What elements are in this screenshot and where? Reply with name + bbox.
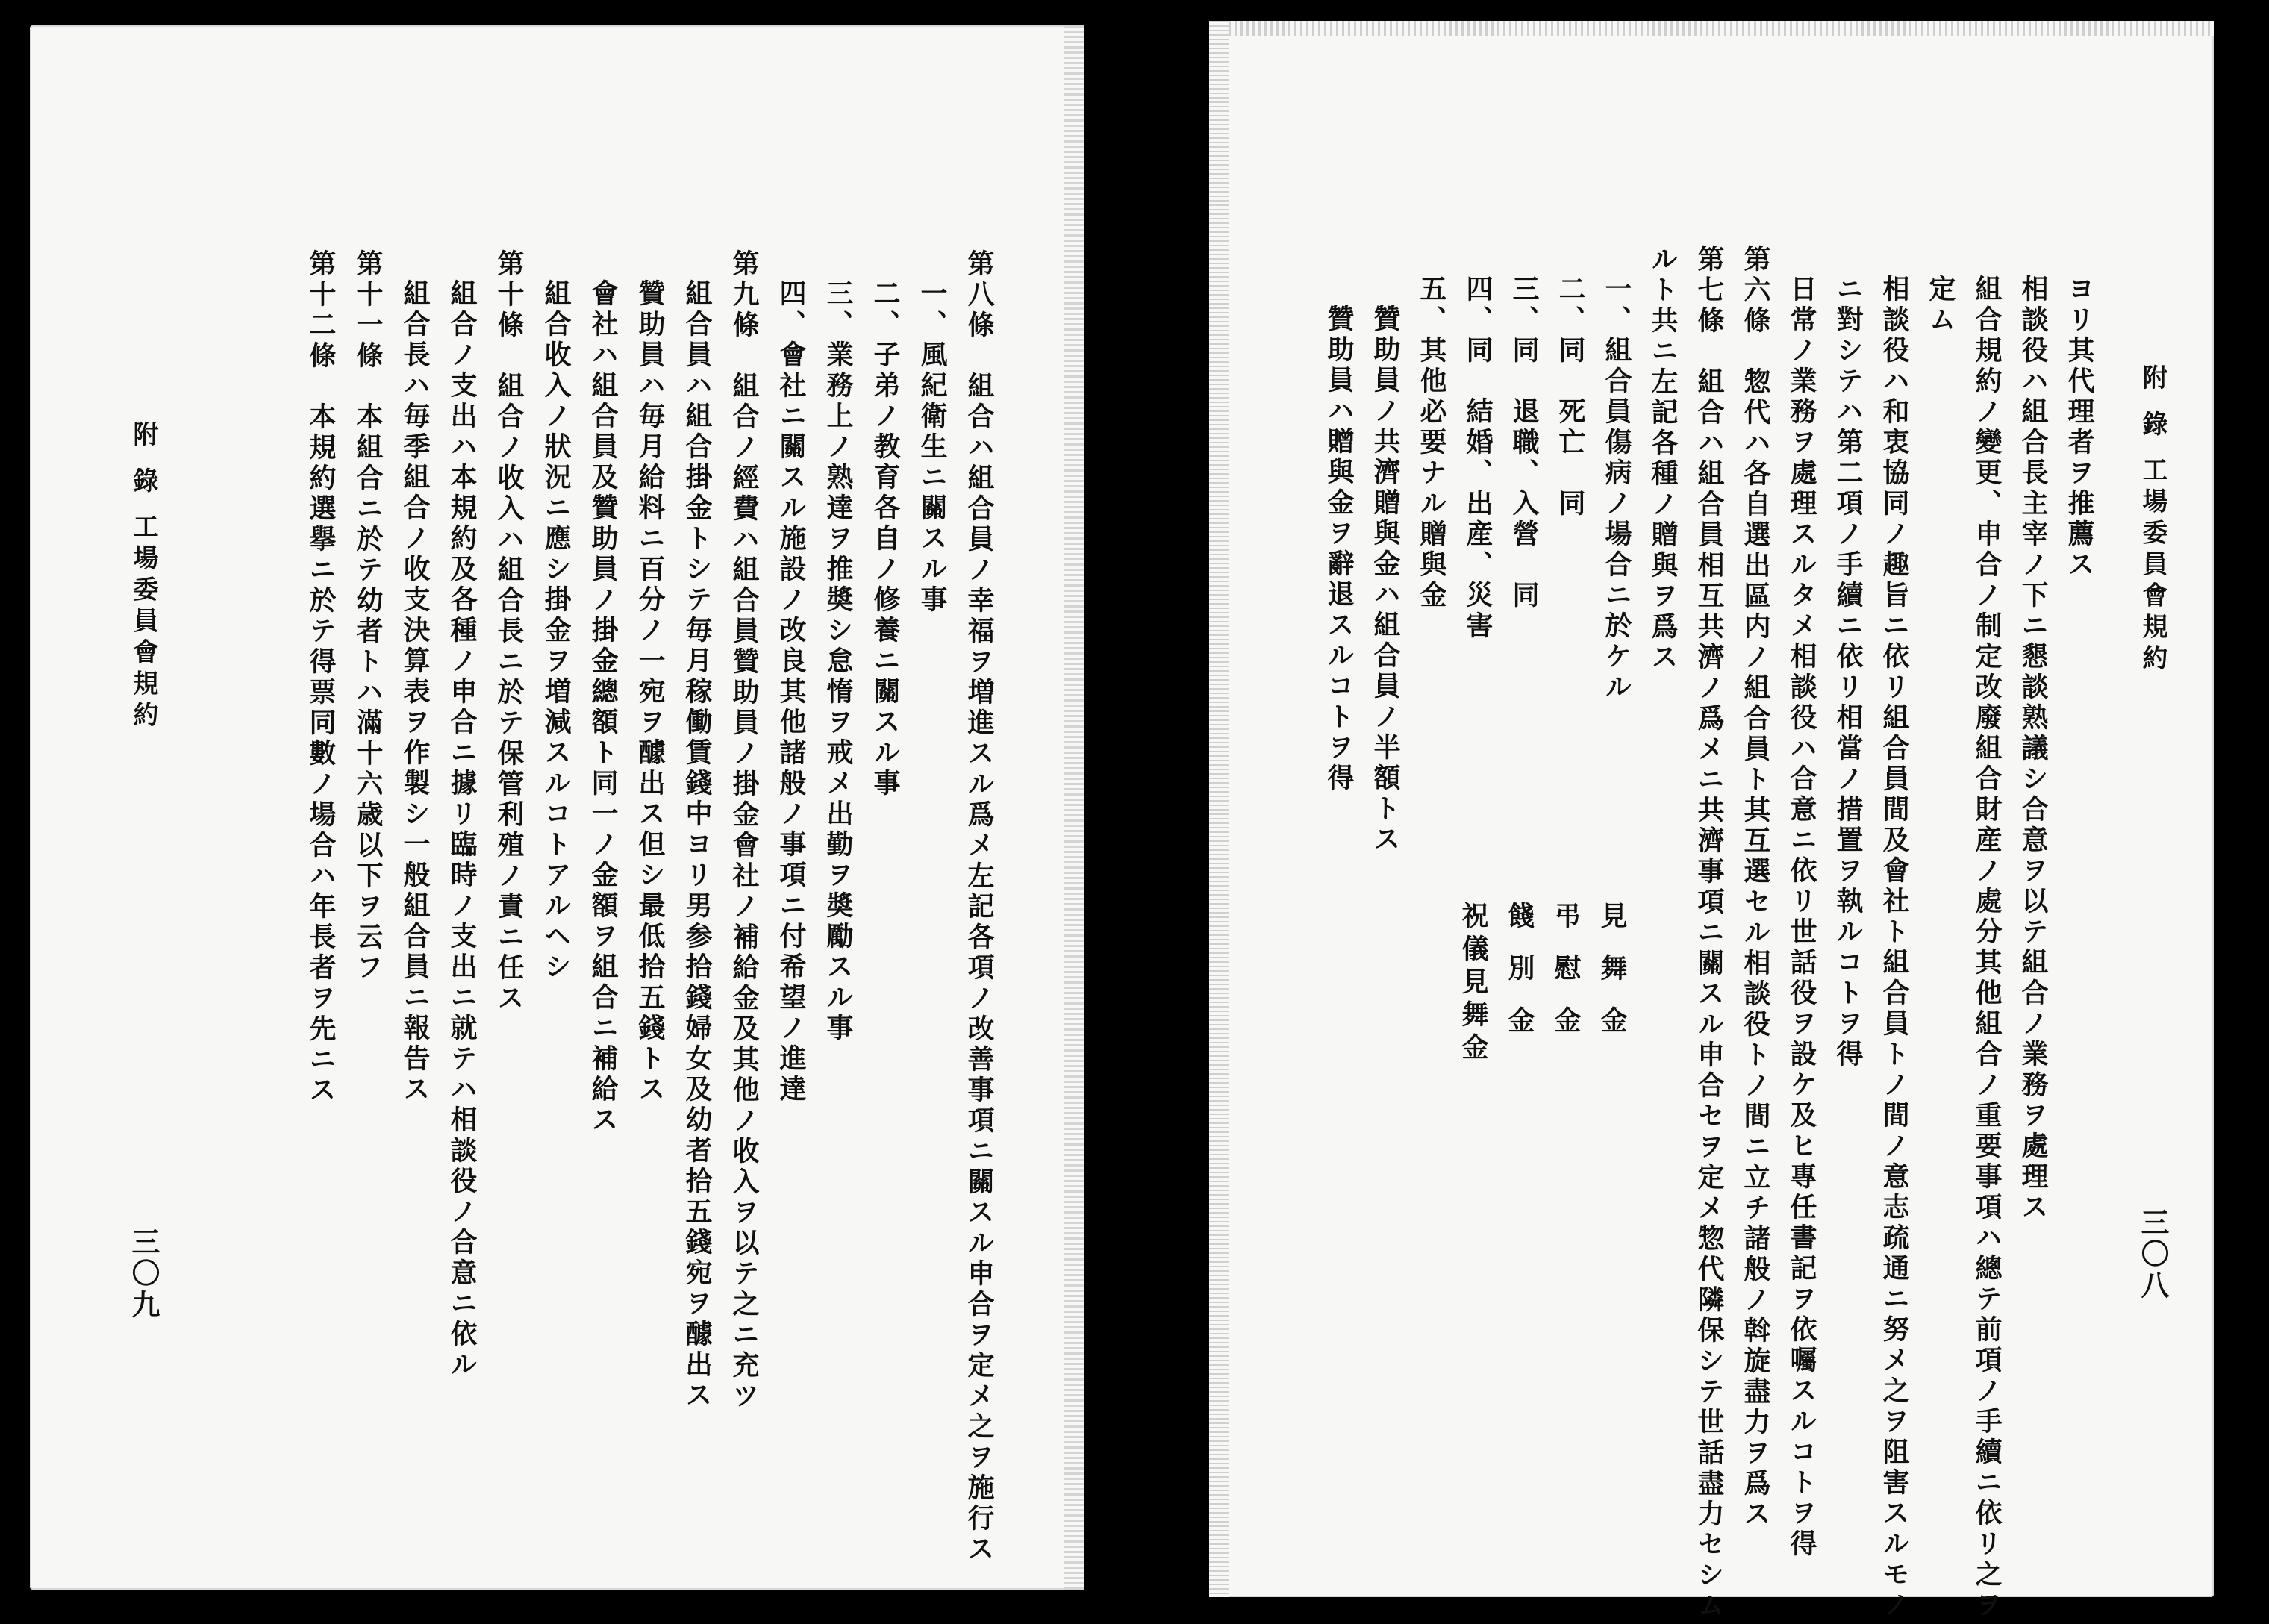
amount-label-celebration: 祝儀見舞金: [1458, 902, 1489, 1066]
article-9-para-4: 會社ハ組合員及贊助員ノ掛金總額ト同一ノ金額ヲ組合ニ補給ス: [587, 279, 619, 1136]
right-running-header: 附 錄 工場委員會規約: [2138, 364, 2167, 676]
right-page: [1209, 21, 2214, 1622]
article-7-item-3: 三、同 退職、入營 同: [1508, 275, 1540, 611]
article-7-item-4: 四、同 結婚、出産、災害: [1462, 275, 1494, 642]
right-page-number: 三〇八: [2136, 1208, 2170, 1302]
article-7-item-5: 五、其他必要ナル贈與金: [1416, 275, 1447, 611]
article-8: 第八條 組合ハ組合員ノ幸福ヲ増進スル爲メ左記各項ノ改善事項ニ關スル申合ヲ定メ之ヲ施行ス: [964, 249, 995, 1565]
article-12: 第十二條 本規約選擧ニ於テ得票同數ノ場合ハ年長者ヲ先ニス: [305, 249, 337, 1106]
article-5-para-4: 相談役ハ和衷協同ノ趣旨ニ依リ組合員間及會社ト組合員トノ間ノ意志疏通ニ努メ之ヲ阻害スルモノ: [1879, 275, 1910, 1621]
article-7-item-1: 一、組合員傷病ノ場合ニ於ケル: [1601, 275, 1632, 703]
article-9-para-3: 贊助員ハ毎月給料ニ百分ノ一宛ヲ醵出ス但シ最低拾五錢トス: [634, 279, 666, 1105]
article-10-para-2: 組合ノ支出ハ本規約及各種ノ申合ニ據リ臨時ノ支出ニ就テハ相談役ノ合意ニ依ル: [446, 279, 478, 1381]
article-7-cont: ルト共ニ左記各種ノ贈與ヲ爲ス: [1647, 245, 1679, 673]
amount-label-sick: 見舞金: [1597, 902, 1628, 1058]
article-10-para-3: 組合長ハ毎季組合ノ收支決算表ヲ作製シ一般組合員ニ報告ス: [399, 279, 431, 1105]
article-9-para-2: 組合員ハ組合掛金トシテ毎月稼働賃錢中ヨリ男参拾錢婦女及幼者拾五錢宛ヲ醵出ス: [681, 279, 713, 1411]
article-7-para-3: 贊助員ハ贈與金ヲ辭退スルコトヲ得: [1323, 304, 1355, 794]
article-7-item-2: 二、同 死亡 同: [1555, 275, 1586, 519]
article-10: 第十條 組合ノ收入ハ組合長ニ於テ保管利殖ノ責ニ任ス: [493, 249, 525, 1014]
article-8-item-4: 四、會社ニ關スル施設ノ改良其他諸般ノ事項ニ付希望ノ進達: [775, 279, 807, 1105]
article-6: 第六條 惣代ハ各自選出區内ノ組合員ト其互選セル相談役トノ間ニ立チ諸般ノ斡旋盡力ヲ爲ス: [1740, 245, 1771, 1530]
article-5-para-2: 相談役ハ組合長主宰ノ下ニ懇談熟議シ合意ヲ以テ組合ノ業務ヲ處理ス: [2017, 275, 2049, 1223]
article-5-para-3: 組合規約ノ變更、申合ノ制定改廢組合財産ノ處分其他組合ノ重要事項ハ總テ前項ノ手續ニ依リ之ヲ: [1971, 275, 2003, 1621]
article-7: 第七條 組合ハ組合員相互共濟ノ爲メニ共濟事項ニ關スル申合セヲ定メ惣代隣保シテ世話盡力セシム: [1694, 245, 1725, 1622]
article-5-continued: ヨリ其代理者ヲ推薦ス: [2064, 275, 2095, 581]
left-page-number: 三〇九: [127, 1227, 160, 1321]
article-5-para-4-cont: ニ對シテハ第二項ノ手續ニ依リ相當ノ措置ヲ執ルコトヲ得: [1832, 275, 1864, 1070]
article-5-para-5: 日常ノ業務ヲ處理スルタメ相談役ハ合意ニ依リ世話役ヲ設ケ及ヒ專任書記ヲ依囑スルコトヲ得: [1786, 275, 1817, 1560]
left-page: [30, 25, 1084, 1590]
article-11: 第十一條 本組合ニ於テ幼者トハ滿十六歳以下ヲ云フ: [352, 249, 384, 984]
article-9-para-5: 組合收入ノ狀況ニ應シ掛金ヲ増減スルコトアルヘシ: [540, 279, 572, 983]
article-8-item-1: 一、風紀衛生ニ關スル事: [917, 279, 948, 616]
amount-label-farewell: 餞別金: [1504, 902, 1535, 1058]
article-9: 第九條 組合ノ經費ハ組合員贊助員ノ掛金會社ノ補給金及其他ノ收入ヲ以テ之ニ充ツ: [728, 249, 760, 1412]
article-5-para-3-cont: 定ム: [1925, 275, 1956, 336]
article-8-item-3: 三、業務上ノ熟達ヲ推奬シ怠惰ヲ戒メ出勤ヲ奬勵スル事: [823, 279, 854, 1044]
article-8-item-2: 二、子弟ノ教育各自ノ修養ニ關スル事: [870, 279, 901, 799]
article-7-para-2: 贊助員ノ共濟贈與金ハ組合員ノ半額トス: [1370, 304, 1401, 855]
left-running-header: 附 錄 工場委員會規約: [128, 421, 158, 733]
amount-label-death: 弔慰金: [1550, 902, 1582, 1058]
